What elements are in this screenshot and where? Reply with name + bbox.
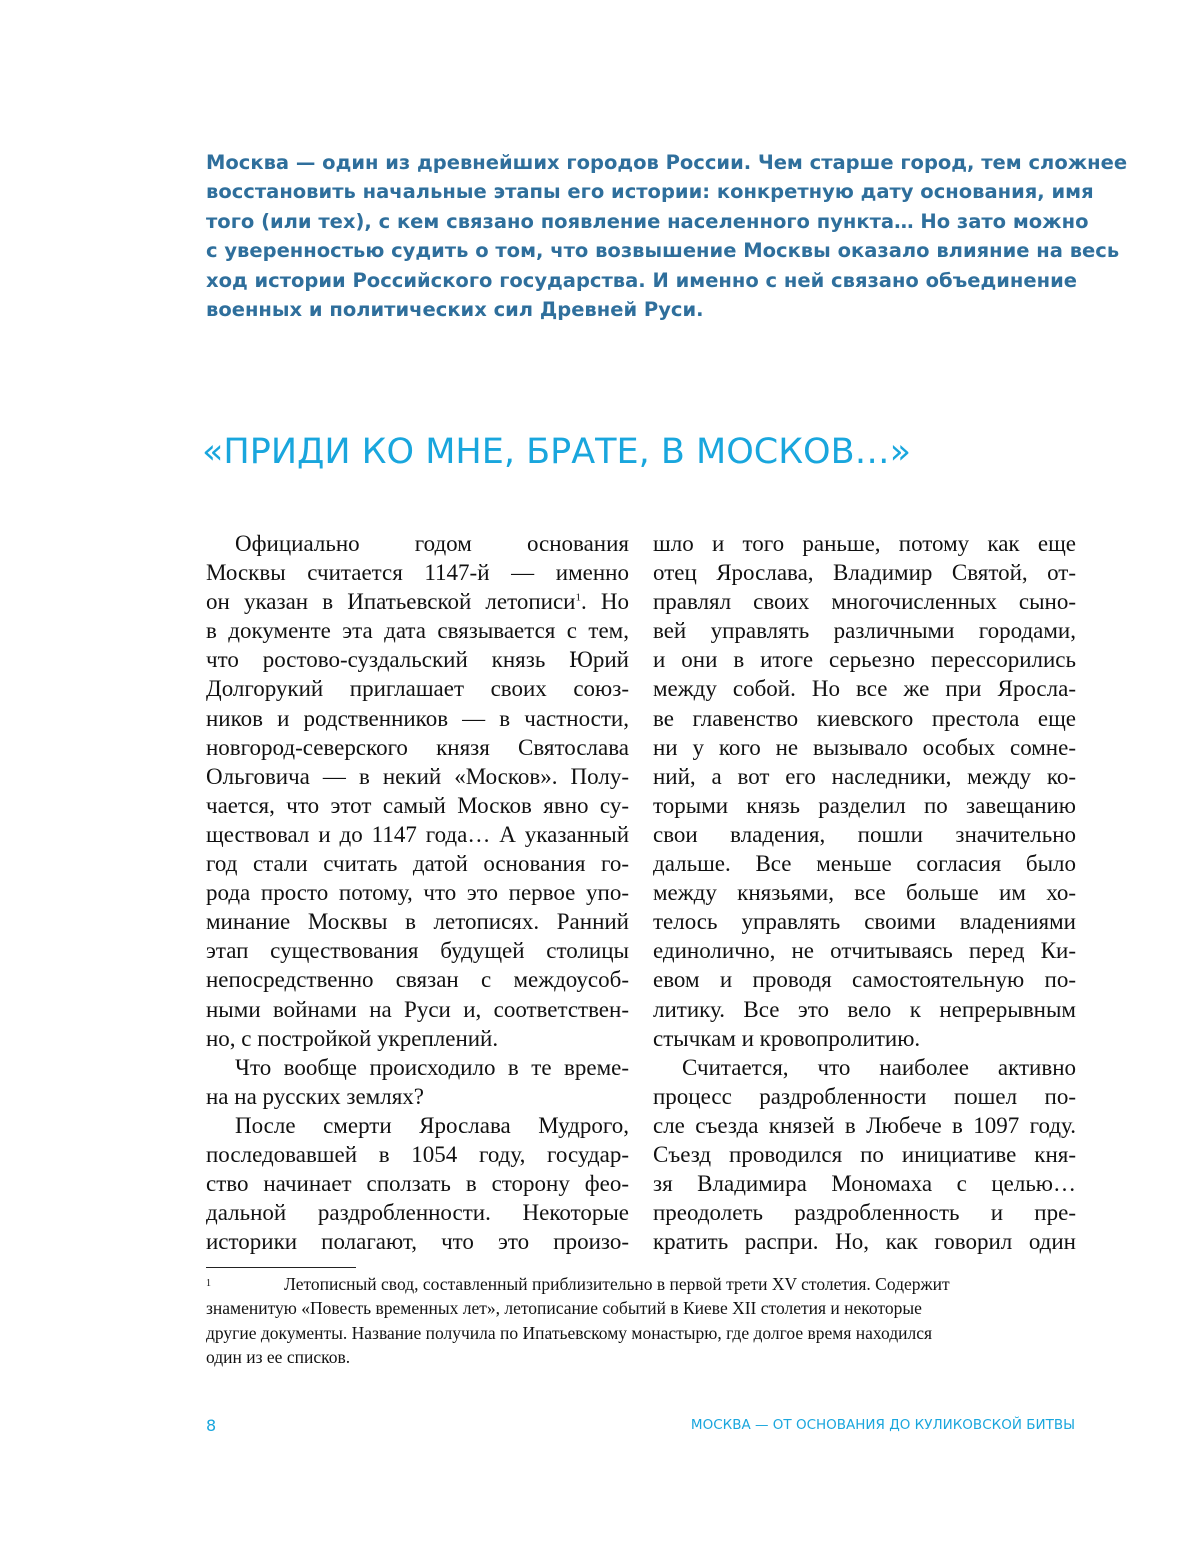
- body-line: Москвы считается 1147-й — именно: [206, 560, 629, 586]
- body-line: стычкам и кровопролитию.: [653, 1025, 921, 1051]
- body-line: Считается, что наиболее активно: [682, 1054, 1076, 1080]
- body-line: историки полагают, что это произо-: [206, 1229, 629, 1255]
- body-line: торыми князь разделил по завещанию: [653, 792, 1076, 818]
- footnote-divider: [206, 1267, 356, 1268]
- body-line: в документе эта дата связывается с тем,: [206, 618, 629, 644]
- body-line: Официально годом основания: [235, 531, 629, 556]
- body-line-with-footnote: [206, 587, 629, 616]
- body-line: правлял своих многочисленных сыно-: [653, 589, 1076, 615]
- section-heading: «ПРИДИ КО МНЕ, БРАТЕ, В МОСКОВ…»: [202, 432, 912, 472]
- body-line: и они в итоге серьезно перессорились: [653, 647, 1076, 673]
- body-line: преодолеть раздробленность и пре-: [653, 1200, 1076, 1226]
- body-line: ными войнами на Руси и, соответствен-: [206, 996, 629, 1022]
- body-line: отец Ярослава, Владимир Святой, от-: [653, 560, 1076, 586]
- body-line: После смерти Ярослава Мудрого,: [235, 1112, 629, 1138]
- body-line: ников и родственников — в частности,: [206, 705, 629, 731]
- body-line: литику. Все это вело к непрерывным: [653, 996, 1076, 1022]
- body-line: единолично, не отчитываясь перед Ки-: [653, 938, 1076, 964]
- body-line: последовавшей в 1054 году, государ-: [206, 1141, 629, 1167]
- body-line: свои владения, пошли значительно: [653, 821, 1076, 847]
- body-line: дальше. Все меньше согласия было: [653, 851, 1076, 877]
- footnote-line: другие документы. Название получила по Ипатьевскому монастырю, где долгое время находился: [206, 1322, 933, 1343]
- footnote-reference[interactable]: 1: [575, 591, 581, 604]
- body-line: между князьями, все больше им хо-: [653, 880, 1076, 906]
- footnote-line: [206, 1272, 1086, 1296]
- body-line: что ростово-суздальский князь Юрий: [206, 647, 629, 673]
- body-column-right: [653, 529, 1076, 1256]
- lead-line: восстановить начальные этапы его истории: конкретную дату основания, имя: [206, 180, 1094, 204]
- body-line: Ольговича — в некий «Москов». Полу-: [206, 763, 629, 789]
- body-line: Съезд проводился по инициативе кня-: [653, 1141, 1076, 1167]
- body-line: ни у кого не вызывало особых сомне-: [653, 734, 1076, 760]
- body-line: рода просто потому, что это первое упо-: [206, 880, 629, 906]
- body-line: процесс раздробленности пошел по-: [653, 1083, 1076, 1109]
- body-line: минание Москвы в летописях. Ранний: [206, 909, 629, 935]
- body-line: шло и того раньше, потому как еще: [653, 531, 1076, 556]
- lead-paragraph: [206, 148, 1128, 324]
- body-line: на на русских землях?: [206, 1083, 424, 1109]
- body-line: новгород-северского князя Святослава: [206, 734, 629, 760]
- body-line: чается, что этот самый Москов явно су-: [206, 792, 629, 818]
- body-line: между собой. Но все же при Яросла-: [653, 676, 1076, 702]
- body-column-left: [206, 529, 629, 1256]
- body-line: ство начинает сползать в сторону фео-: [206, 1171, 629, 1197]
- body-line: ний, а вот его наследники, между ко-: [653, 763, 1076, 789]
- body-line: год стали считать датой основания го-: [206, 851, 629, 877]
- body-line: дальной раздробленности. Некоторые: [206, 1200, 629, 1226]
- lead-line: того (или тех), с кем связано появление населенного пункта… Но зато можно: [206, 209, 1089, 233]
- body-line: сле съезда князей в Любече в 1097 году.: [653, 1112, 1076, 1138]
- footnote-number: 1: [206, 1278, 211, 1289]
- lead-line: Москва — один из древнейших городов России. Чем старше город, тем сложнее: [206, 151, 1128, 174]
- footnote: [206, 1272, 1086, 1369]
- body-line: ве главенство киевского престола еще: [653, 705, 1076, 731]
- body-text: . Но: [580, 589, 629, 615]
- body-text: он указан в Ипатьевской летописи: [206, 589, 576, 615]
- body-line: непосредственно связан с междоусоб-: [206, 967, 629, 993]
- body-line: вей управлять различными городами,: [653, 618, 1076, 644]
- body-line: этап существования будущей столицы: [206, 938, 629, 964]
- lead-line: ход истории Российского государства. И именно с ней связано объединение: [206, 268, 1077, 292]
- footnote-line: знаменитую «Повесть временных лет», летописание событий в Киеве XII столетия и некоторые: [206, 1298, 922, 1319]
- footnote-text: Летописный свод, составленный приблизительно в первой трети XV столетия. Содержит: [284, 1274, 950, 1294]
- body-line: Что вообще происходило в те време-: [235, 1054, 629, 1080]
- body-line: ществовал и до 1147 года… А указанный: [206, 821, 629, 847]
- footnote-line: один из ее списков.: [206, 1346, 351, 1367]
- body-line: но, с постройкой укреплений.: [206, 1025, 499, 1051]
- body-line: кратить распри. Но, как говорил один: [653, 1229, 1076, 1255]
- page-number: 8: [206, 1416, 217, 1435]
- body-line: Долгорукий приглашает своих союз-: [206, 676, 629, 702]
- body-line: евом и проводя самостоятельную по-: [653, 967, 1076, 993]
- body-line: зя Владимира Мономаха с целью…: [653, 1171, 1076, 1197]
- lead-line: военных и политических сил Древней Руси.: [206, 298, 704, 322]
- body-line: телось управлять своими владениями: [653, 909, 1076, 935]
- running-head: МОСКВА — ОТ ОСНОВАНИЯ ДО КУЛИКОВСКОЙ БИТВЫ: [690, 1417, 1075, 1433]
- lead-line: с уверенностью судить о том, что возвышение Москвы оказало влияние на весь: [206, 239, 1120, 263]
